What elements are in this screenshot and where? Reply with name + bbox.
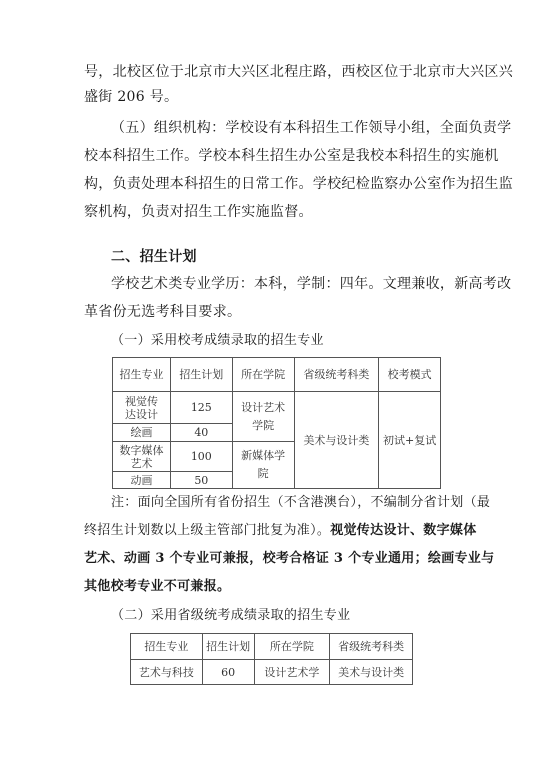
column-header: 招生计划 bbox=[170, 358, 232, 392]
plan-cell: 40 bbox=[170, 424, 232, 442]
category-cell: 美术与设计类 bbox=[294, 392, 379, 489]
admission-table-school-exam bbox=[112, 357, 441, 489]
text-line: 察机构，负责对招生工作实施监督。 bbox=[84, 204, 313, 220]
college-cell: 新媒体学院 bbox=[232, 442, 294, 489]
note-line-emphasis: 其他校考专业不可兼报。 bbox=[84, 579, 231, 594]
text-line: 盛街 206 号。 bbox=[84, 89, 179, 105]
major-cell: 动画 bbox=[113, 472, 171, 489]
note-text: 终招生计划数以上级主管部门批复为准）。 bbox=[84, 523, 331, 538]
major-cell: 绘画 bbox=[113, 424, 171, 442]
table-header-row bbox=[113, 358, 441, 392]
plan-cell: 125 bbox=[170, 392, 232, 424]
table-caption: （一）采用校考成绩录取的招生专业 bbox=[111, 333, 324, 348]
column-header: 招生计划 bbox=[202, 634, 254, 660]
text-line: 革省份无选考科目要求。 bbox=[84, 304, 242, 320]
exam-mode-cell: 初试+复试 bbox=[379, 392, 441, 489]
column-header: 所在学院 bbox=[254, 634, 330, 660]
note-line bbox=[84, 521, 477, 541]
table-row bbox=[131, 660, 413, 685]
note-line-emphasis: 艺术、动画 3 个专业可兼报，校考合格证 3 个专业通用；绘画专业与 bbox=[84, 551, 495, 566]
table-header-row bbox=[131, 634, 413, 660]
table-row bbox=[113, 392, 441, 424]
text-line: 构，负责处理本科招生的日常工作。学校纪检监察办公室作为招生监 bbox=[84, 176, 513, 192]
major-cell: 数字媒体艺术 bbox=[113, 442, 171, 472]
column-header: 所在学院 bbox=[232, 358, 294, 392]
college-cell: 设计艺术学 bbox=[254, 660, 330, 685]
text-line: 号，北校区位于北京市大兴区北程庄路，西校区位于北京市大兴区兴 bbox=[84, 64, 513, 80]
college-cell: 设计艺术学院 bbox=[232, 392, 294, 442]
column-header: 招生专业 bbox=[131, 634, 203, 660]
text-line: （五）组织机构：学校设有本科招生工作领导小组，全面负责学 bbox=[111, 120, 512, 136]
note-emphasis: 视觉传达设计、数字媒体 bbox=[330, 523, 477, 538]
section-heading: 二、招生计划 bbox=[111, 249, 197, 265]
column-header: 省级统考科类 bbox=[294, 358, 379, 392]
category-cell: 美术与设计类 bbox=[330, 660, 413, 685]
column-header: 招生专业 bbox=[113, 358, 171, 392]
table-caption: （二）采用省级统考成绩录取的招生专业 bbox=[111, 608, 351, 623]
major-cell: 视觉传达设计 bbox=[113, 392, 171, 424]
text-line: 学校艺术类专业学历：本科，学制：四年。文理兼收，新高考改 bbox=[111, 276, 512, 292]
major-cell: 艺术与科技 bbox=[131, 660, 203, 685]
column-header: 省级统考科类 bbox=[330, 634, 413, 660]
text-line: 校本科招生工作。学校本科生招生办公室是我校本科招生的实施机 bbox=[84, 148, 499, 164]
column-header: 校考模式 bbox=[379, 358, 441, 392]
plan-cell: 100 bbox=[170, 442, 232, 472]
note-line: 注：面向全国所有省份招生（不含港澳台），不编制分省计划（最 bbox=[111, 495, 491, 510]
plan-cell: 50 bbox=[170, 472, 232, 489]
plan-cell: 60 bbox=[202, 660, 254, 685]
admission-table-provincial-exam bbox=[130, 633, 413, 685]
